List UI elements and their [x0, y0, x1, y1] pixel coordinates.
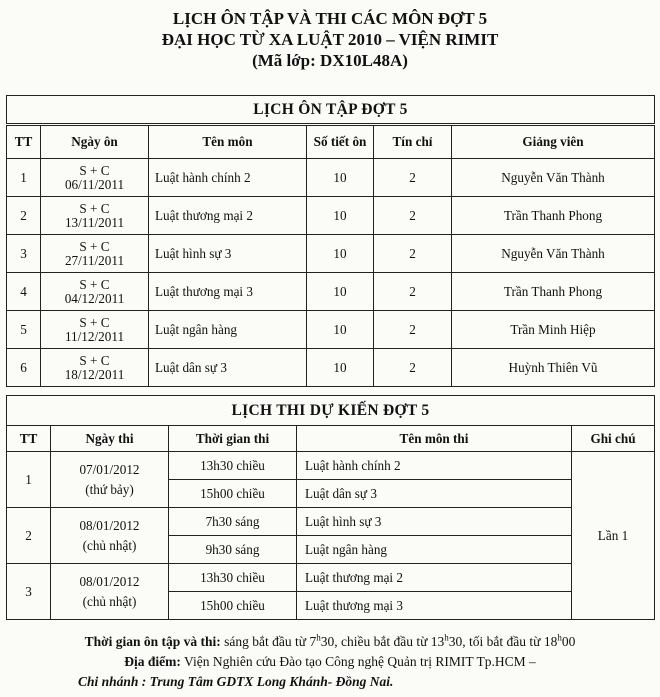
time-afternoon: 30, chiều bắt đầu từ 13 [320, 634, 445, 649]
time-evening: 30, tối bắt đầu từ 18 [448, 634, 558, 649]
session-label: S + C [79, 277, 110, 292]
row-lecturer: Trần Thanh Phong [452, 273, 655, 311]
row-tt: 6 [7, 349, 41, 387]
table-row [7, 197, 655, 235]
row-tt: 3 [7, 235, 41, 273]
row-periods: 10 [307, 159, 374, 197]
exam-row-time: 13h30 chiều [169, 564, 297, 592]
branch-info: Chi nhánh : Trung Tâm GDTX Long Khánh- Đồng Nai. [78, 674, 394, 689]
row-lecturer: Huỳnh Thiên Vũ [452, 349, 655, 387]
time-afternoon-sup: h [444, 632, 449, 643]
exam-section-title: LỊCH THI DỰ KIẾN ĐỢT 5 [7, 396, 655, 426]
row-lecturer: Nguyễn Văn Thành [452, 235, 655, 273]
table-row [7, 235, 655, 273]
place-value: Viện Nghiên cứu Đào tạo Công nghệ Quản trị RIMIT Tp.HCM – [184, 654, 536, 669]
row-credits: 2 [374, 159, 452, 197]
exam-row-subject: Luật ngân hàng [297, 536, 572, 564]
exam-row-tt: 3 [7, 564, 51, 620]
row-periods: 10 [307, 197, 374, 235]
exam-date-label: 07/01/2012 [79, 461, 140, 477]
row-periods: 10 [307, 311, 374, 349]
time-evening-sup: h [557, 632, 562, 643]
exam-row-date [51, 508, 169, 564]
exam-row-tt: 2 [7, 508, 51, 564]
exam-schedule-table [6, 395, 655, 620]
row-review-date [41, 159, 149, 197]
row-lecturer: Trần Minh Hiệp [452, 311, 655, 349]
row-periods: 10 [307, 349, 374, 387]
col-exam-time: Thời gian thi [169, 426, 297, 452]
row-tt: 4 [7, 273, 41, 311]
session-label: S + C [79, 201, 110, 216]
table-row [7, 159, 655, 197]
exam-date-label: 08/01/2012 [79, 573, 140, 589]
header-title-line1: LỊCH ÔN TẬP VÀ THI CÁC MÔN ĐỢT 5 [172, 9, 488, 28]
exam-day-label: (thứ bảy) [85, 481, 134, 497]
exam-row-time: 15h00 chiều [169, 480, 297, 508]
exam-row-subject: Luật thương mại 2 [297, 564, 572, 592]
session-label: S + C [79, 239, 110, 254]
row-subject: Luật hình sự 3 [149, 235, 307, 273]
row-subject: Luật hành chính 2 [149, 159, 307, 197]
col-exam-subject: Tên môn thi [297, 426, 572, 452]
review-section-title: LỊCH ÔN TẬP ĐỢT 5 [7, 96, 655, 125]
row-review-date [41, 197, 149, 235]
time-evening-min: 00 [561, 634, 576, 649]
row-credits: 2 [374, 273, 452, 311]
table-row [7, 452, 655, 480]
row-periods: 10 [307, 273, 374, 311]
row-credits: 2 [374, 311, 452, 349]
row-review-date [41, 273, 149, 311]
row-subject: Luật thương mại 2 [149, 197, 307, 235]
col-credits: Tín chỉ [374, 125, 452, 159]
exam-row-time: 15h00 chiều [169, 592, 297, 620]
exam-row-subject: Luật hình sự 3 [297, 508, 572, 536]
header-class-code: (Mã lớp: DX10L48A) [252, 51, 408, 70]
exam-day-label: (chủ nhật) [82, 593, 137, 609]
table-row [7, 273, 655, 311]
col-exam-date: Ngày thi [51, 426, 169, 452]
col-periods: Số tiết ôn [307, 125, 374, 159]
exam-row-subject: Luật dân sự 3 [297, 480, 572, 508]
row-credits: 2 [374, 197, 452, 235]
date-label: 18/12/2011 [64, 366, 125, 382]
table-row [7, 311, 655, 349]
row-credits: 2 [374, 349, 452, 387]
time-label: Thời gian ôn tập và thi: [84, 634, 221, 649]
review-schedule-table [6, 95, 655, 387]
table-row [7, 564, 655, 592]
exam-row-time: 7h30 sáng [169, 508, 297, 536]
date-label: 13/11/2011 [64, 214, 125, 230]
row-lecturer: Trần Thanh Phong [452, 197, 655, 235]
date-label: 11/12/2011 [64, 328, 125, 344]
exam-row-tt: 1 [7, 452, 51, 508]
session-label: S + C [79, 353, 110, 368]
time-info [0, 632, 660, 652]
exam-row-time: 13h30 chiều [169, 452, 297, 480]
row-credits: 2 [374, 235, 452, 273]
date-label: 06/11/2011 [64, 176, 125, 192]
row-periods: 10 [307, 235, 374, 273]
exam-row-date [51, 564, 169, 620]
time-morning-sup: h [316, 632, 321, 643]
col-lecturer: Giảng viên [452, 125, 655, 159]
row-review-date [41, 235, 149, 273]
date-label: 04/12/2011 [64, 290, 125, 306]
row-tt: 5 [7, 311, 41, 349]
row-subject: Luật dân sự 3 [149, 349, 307, 387]
exam-day-label: (chủ nhật) [82, 537, 137, 553]
exam-row-time: 9h30 sáng [169, 536, 297, 564]
row-subject: Luật ngân hàng [149, 311, 307, 349]
exam-row-subject: Luật thương mại 3 [297, 592, 572, 620]
time-morning: sáng bắt đầu từ 7 [224, 634, 317, 649]
table-row [7, 508, 655, 536]
row-review-date [41, 349, 149, 387]
header-title-line2: ĐẠI HỌC TỪ XA LUẬT 2010 – VIỆN RIMIT [161, 30, 499, 49]
exam-note: Lần 1 [572, 452, 655, 620]
document-header [0, 8, 660, 71]
row-subject: Luật thương mại 3 [149, 273, 307, 311]
col-review-date: Ngày ôn [41, 125, 149, 159]
exam-row-date [51, 452, 169, 508]
col-exam-tt: TT [7, 426, 51, 452]
table-row [7, 349, 655, 387]
row-tt: 2 [7, 197, 41, 235]
row-tt: 1 [7, 159, 41, 197]
exam-row-subject: Luật hành chính 2 [297, 452, 572, 480]
col-tt: TT [7, 125, 41, 159]
date-label: 27/11/2011 [64, 252, 125, 268]
col-subject: Tên môn [149, 125, 307, 159]
row-review-date [41, 311, 149, 349]
place-label: Địa điểm: [124, 654, 181, 669]
session-label: S + C [79, 315, 110, 330]
place-info [0, 652, 660, 672]
exam-date-label: 08/01/2012 [79, 517, 140, 533]
col-exam-note: Ghi chú [572, 426, 655, 452]
session-label: S + C [79, 163, 110, 178]
document-footer [0, 632, 660, 692]
row-lecturer: Nguyễn Văn Thành [452, 159, 655, 197]
